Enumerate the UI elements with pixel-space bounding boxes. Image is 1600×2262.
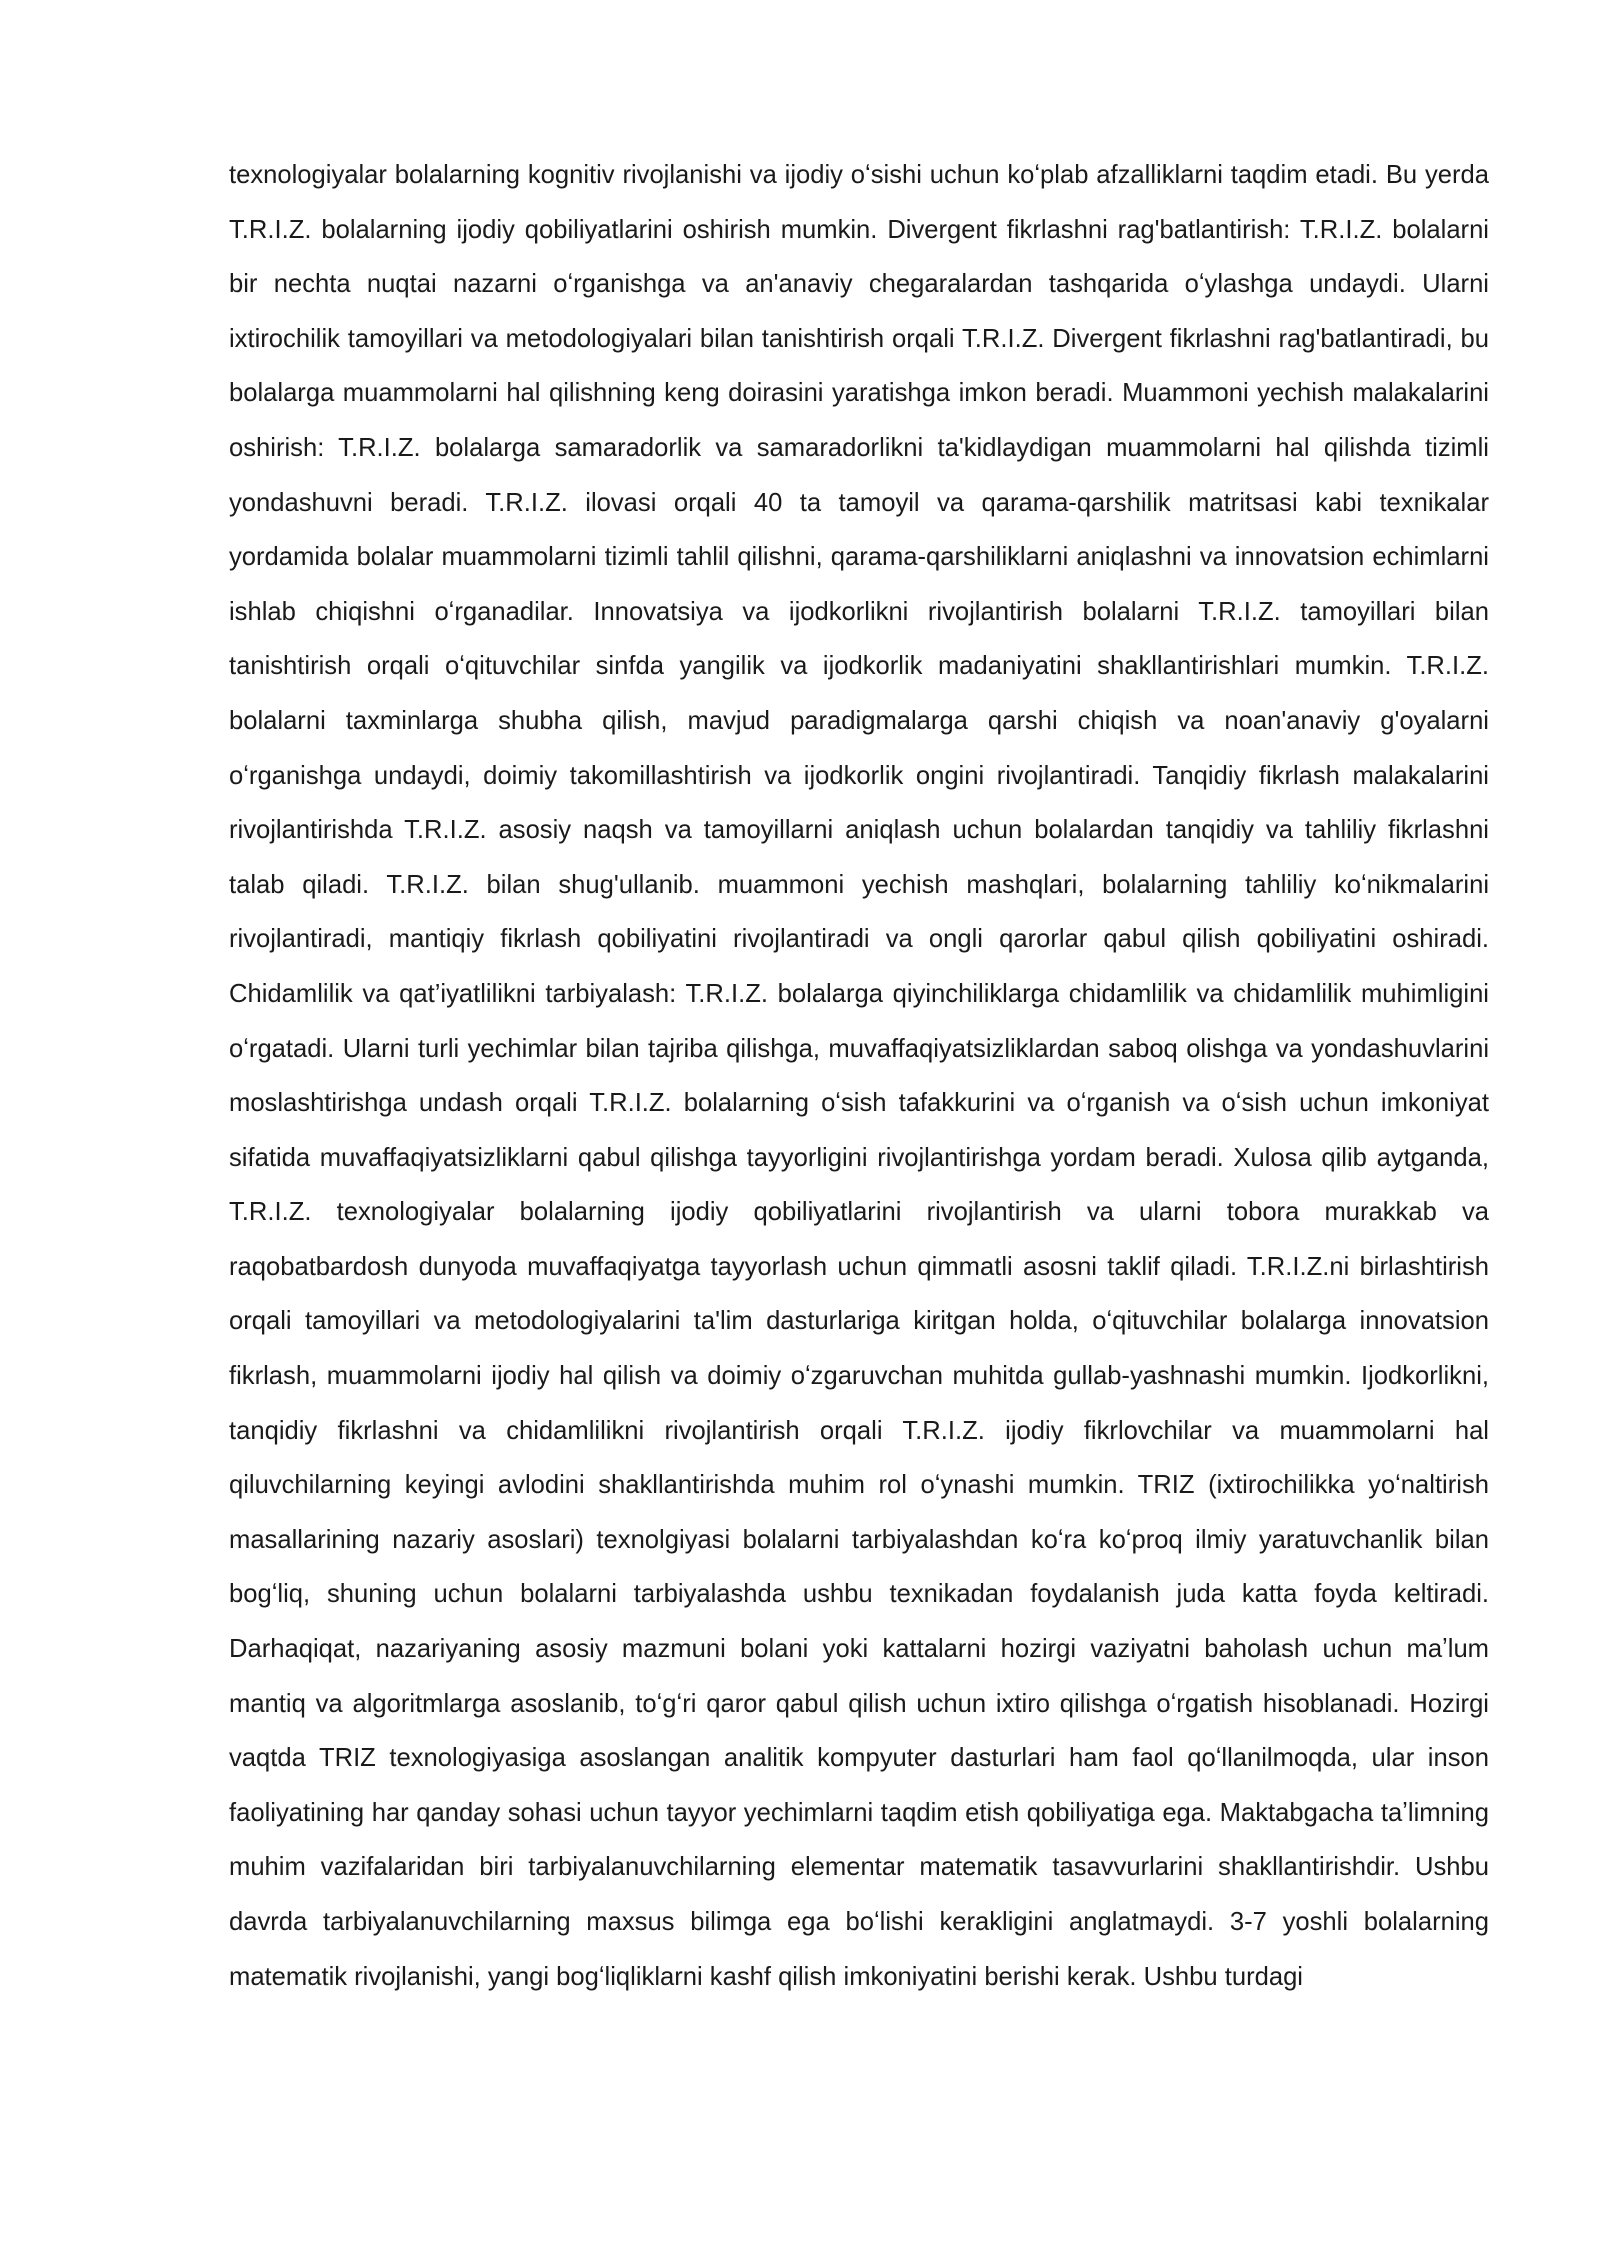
body-text [229,148,1489,2004]
body-paragraph: texnologiyalar bolalarning kognitiv rivojlanishi va ijodiy oʻsishi uchun koʻplab afzalliklarni taqdim etadi. Bu yerda T.R.I.Z. bolalarning ijodiy qobiliyatlarini oshirish mumkin. Divergent fikrlashni rag'batlantirish: T.R.I.Z. bolalarni bir nechta nuqtai nazarni oʻrganishga va an'anaviy chegaralardan tashqarida oʻylashga undaydi. Ularni ixtirochilik tamoyillari va metodologiyalari bilan tanishtirish orqali T.R.I.Z. Divergent fikrlashni rag'batlantiradi, bu bolalarga muammolarni hal qilishning keng doirasini yaratishga imkon beradi. Muammoni yechish malakalarini oshirish: T.R.I.Z. bolalarga samaradorlik va samaradorlikni ta'kidlaydigan muammolarni hal qilishda tizimli yondashuvni beradi. T.R.I.Z. ilovasi orqali 40 ta tamoyil va qarama-qarshilik matritsasi kabi texnikalar yordamida bolalar muammolarni tizimli tahlil qilishni, qarama-qarshiliklarni aniqlashni va innovatsion echimlarni ishlab chiqishni oʻrganadilar. Innovatsiya va ijodkorlikni rivojlantirish bolalarni T.R.I.Z. tamoyillari bilan tanishtirish orqali oʻqituvchilar sinfda yangilik va ijodkorlik madaniyatini shakllantirishlari mumkin. T.R.I.Z. bolalarni taxminlarga shubha qilish, mavjud paradigmalarga qarshi chiqish va noan'anaviy g'oyalarni oʻrganishga undaydi, doimiy takomillashtirish va ijodkorlik ongini rivojlantiradi. Tanqidiy fikrlash malakalarini rivojlantirishda T.R.I.Z. asosiy naqsh va tamoyillarni aniqlash uchun bolalardan tanqidiy va tahliliy fikrlashni talab qiladi. T.R.I.Z. bilan shug'ullanib. muammoni yechish mashqlari, bolalarning tahliliy koʻnikmalarini rivojlantiradi, mantiqiy fikrlash qobiliyatini rivojlantiradi va ongli qarorlar qabul qilish qobiliyatini oshiradi. Chidamlilik va qat’iyatlilikni tarbiyalash: T.R.I.Z. bolalarga qiyinchiliklarga chidamlilik va chidamlilik muhimligini oʻrgatadi. Ularni turli yechimlar bilan tajriba qilishga, muvaffaqiyatsizliklardan saboq olishga va yondashuvlarini moslashtirishga undash orqali T.R.I.Z. bolalarning oʻsish tafakkurini va oʻrganish va oʻsish uchun imkoniyat sifatida muvaffaqiyatsizliklarni qabul qilishga tayyorligini rivojlantirishga yordam beradi. Xulosa qilib aytganda, T.R.I.Z. texnologiyalar bolalarning ijodiy qobiliyatlarini rivojlantirish va ularni tobora murakkab va raqobatbardosh dunyoda muvaffaqiyatga tayyorlash uchun qimmatli asosni taklif qiladi. T.R.I.Z.ni birlashtirish orqali tamoyillari va metodologiyalarini ta'lim dasturlariga kiritgan holda, oʻqituvchilar bolalarga innovatsion fikrlash, muammolarni ijodiy hal qilish va doimiy oʻzgaruvchan muhitda gullab-yashnashi mumkin. Ijodkorlikni, tanqidiy fikrlashni va chidamlilikni rivojlantirish orqali T.R.I.Z. ijodiy fikrlovchilar va muammolarni hal qiluvchilarning keyingi avlodini shakllantirishda muhim rol oʻynashi mumkin. TRIZ (ixtirochilikka yoʻnaltirish masallarining nazariy asoslari) texnolgiyasi bolalarni tarbiyalashdan koʻra koʻproq ilmiy yaratuvchanlik bilan bogʻliq, shuning uchun bolalarni tarbiyalashda ushbu texnikadan foydalanish juda katta foyda keltiradi. Darhaqiqat, nazariyaning asosiy mazmuni bolani yoki kattalarni hozirgi vaziyatni baholash uchun maʼlum mantiq va algoritmlarga asoslanib, toʻgʻri qaror qabul qilish uchun ixtiro qilishga oʻrgatish hisoblanadi. Hozirgi vaqtda TRIZ texnologiyasiga asoslangan analitik kompyuter dasturlari ham faol qoʻllanilmoqda, ular inson faoliyatining har qanday sohasi uchun tayyor yechimlarni taqdim etish qobiliyatiga ega. Maktabgacha taʼlimning muhim vazifalaridan biri tarbiyalanuvchilarning elementar matematik tasavvurlarini shakllantirishdir. Ushbu davrda tarbiyalanuvchilarning maxsus bilimga ega boʻlishi kerakligini anglatmaydi. 3-7 yoshli bolalarning matematik rivojlanishi, yangi bogʻliqliklarni kashf qilish imkoniyatini berishi kerak. Ushbu turdagi [229,161,1489,1991]
